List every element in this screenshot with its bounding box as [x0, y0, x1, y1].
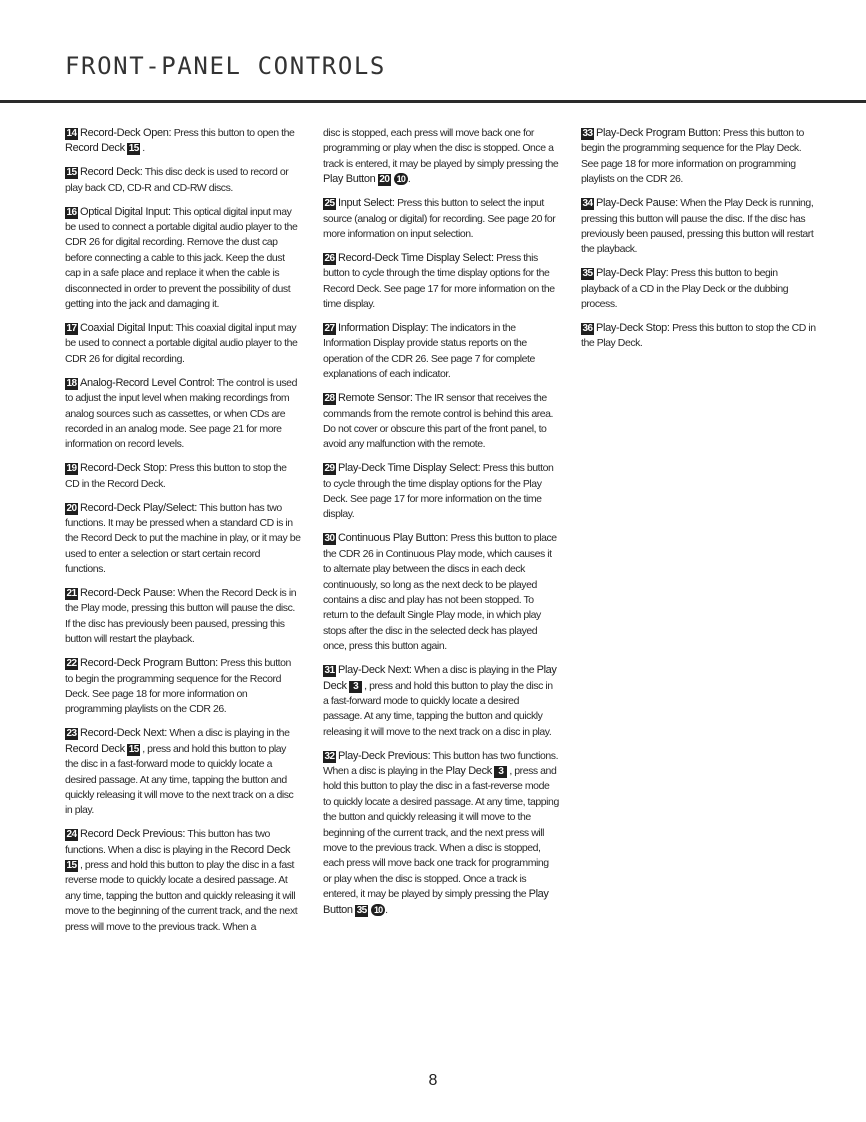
description: This optical digital input may be used to connect a portable digital audio player to the CDR 26 for digital recording. Remove the dust cap before connecting a cable to this jack. Keep the dust cap in a safe place and replace it when the cable is disconnected in order to prevent the possibility of dust getting into the jack and damaging it.	[65, 205, 298, 311]
item-number: 21	[66, 588, 77, 600]
entry-24-continued	[323, 126, 559, 188]
description: Press this button to cycle through the time display options for the Play Deck. See page 17 for more information on the time display.	[323, 462, 554, 521]
entry-29	[323, 461, 559, 523]
entry-27	[323, 321, 559, 383]
item-number: 20	[66, 502, 77, 514]
description-end: , press and hold this button to play the disc in a fast reverse mode to quickly locate a desired passage. At any time, tapping the button and quickly releasing it will move to the beginning of the current track, and the next press will move to the previous track. When a	[65, 859, 298, 933]
description: When the Record Deck is in the Play mode, pressing this button will pause the disc. If the disc has previously been paused, pressing this button will restart the playback.	[65, 587, 297, 646]
entry-35	[581, 266, 817, 312]
item-ref-number: 3	[349, 681, 362, 693]
control-name: Play-Deck Next:	[338, 664, 412, 677]
description: Press this button to begin the programming sequence for the Record Deck. See page 18 for more information on programming playlists on the CDR 26.	[65, 657, 291, 716]
item-ref-number: 20	[379, 174, 390, 186]
item-number: 29	[324, 463, 335, 475]
description: The indicators in the Information Display provide status reports on the operation of the CDR 26. See page 7 for complete explanations of each indicator.	[323, 321, 535, 381]
item-number: 24	[66, 829, 77, 841]
control-name: Play-Deck Pause:	[596, 197, 678, 210]
item-number: 22	[66, 658, 77, 670]
description: When a disc is playing in the	[166, 727, 290, 740]
control-ref-name: Record Deck	[65, 742, 125, 755]
control-name: Record-Deck Program Button:	[80, 657, 218, 670]
entry-32	[323, 749, 559, 918]
description: Press this button to stop the CD in the Play Deck.	[581, 321, 816, 350]
title-rule	[0, 100, 866, 103]
control-name: Record-Deck Stop:	[80, 462, 167, 475]
description: The control is used to adjust the input level when making recordings from analog sources such as cassettes, or when CDs are recorded in an analog mode. See page 21 for more information on record levels.	[65, 376, 297, 451]
description: This button has two functions. It may be pressed when a standard CD is in the Record Deck to put the machine in play, or it may be used to enter a selection or start certain record functions.	[65, 501, 301, 576]
control-name: Record Deck:	[80, 166, 143, 179]
item-number: 34	[582, 198, 593, 210]
item-number: 14	[66, 128, 77, 139]
entry-14	[65, 126, 301, 157]
control-name: Play-Deck Play:	[596, 267, 669, 280]
item-number: 18	[66, 377, 77, 389]
entry-30	[323, 531, 559, 654]
item-number: 17	[66, 322, 77, 334]
description: Press this button to place the CDR 26 in Continuous Play mode, which causes it to alternate play between the discs in each deck continuously, so long as the next deck to be played contains a disc and play has not been stopped. To return to the default Single Play mode, in which play stops after the disc in the selected deck has played once, press this button again.	[323, 532, 557, 653]
description-end: .	[407, 173, 411, 186]
item-number: 19	[66, 463, 77, 475]
control-name: Record-Deck Time Display Select:	[338, 251, 494, 264]
entry-18	[65, 376, 301, 453]
item-ref-number: 15	[128, 143, 139, 155]
entry-23	[65, 726, 301, 818]
page-number: 8	[428, 1072, 438, 1089]
control-ref-name: Play Deck	[445, 765, 492, 778]
control-name: Coaxial Digital Input:	[80, 321, 174, 334]
control-name: Play-Deck Time Display Select:	[338, 462, 481, 475]
item-ref-number: 3	[494, 766, 507, 778]
control-name: Play-Deck Previous:	[338, 749, 431, 762]
control-ref-name-2: Play Button	[323, 888, 549, 916]
control-name: Record-Deck Open:	[80, 127, 172, 139]
item-number: 28	[324, 393, 335, 405]
control-name: Play-Deck Stop:	[596, 321, 670, 334]
control-name: Continuous Play Button:	[338, 532, 448, 545]
description: Press this button to begin playback of a CD in the Play Deck or the dubbing process.	[581, 267, 789, 311]
entry-17	[65, 321, 301, 367]
item-number: 36	[582, 322, 593, 334]
control-ref-name: Play Button	[323, 173, 376, 186]
entry-24	[65, 827, 301, 935]
control-name: Record-Deck Next:	[80, 727, 167, 740]
item-number: 27	[324, 322, 335, 334]
control-name: Play-Deck Program Button:	[596, 127, 721, 139]
control-name: Remote Sensor:	[338, 392, 413, 405]
entry-26	[323, 251, 559, 313]
description-end: .	[385, 903, 388, 916]
description: disc is stopped, each press will move back one for programming or play when the disc is stopped. Once a track is entered, it may be played by simply pressing the	[323, 127, 559, 170]
description: This coaxial digital input may be used to connect a portable digital audio player to the CDR 26 for digital recording.	[65, 321, 298, 365]
description: When the Play Deck is running, pressing this button will pause the disc. If the disc has previously been paused, pressing this button will restart the playback.	[581, 197, 814, 256]
description: Press this button to open the	[171, 127, 295, 139]
column-3	[581, 126, 817, 360]
item-number: 26	[324, 252, 335, 264]
description: Press this button to cycle through the time display options for the Record Deck. See page 17 for more information on the time display.	[323, 251, 555, 311]
description: This button has two functions. When a disc is playing in the	[323, 749, 559, 778]
item-ref-number-2: 35	[356, 904, 367, 916]
entry-36	[581, 321, 817, 352]
item-number: 25	[324, 198, 335, 210]
item-ref-number: 15	[128, 743, 139, 755]
entry-15	[65, 165, 301, 196]
column-1	[65, 126, 301, 944]
description-end: .	[142, 142, 145, 155]
item-number: 16	[66, 206, 77, 218]
description: Press this button to begin the programming sequence for the Play Deck. See page 18 for more information on programming playlists on the CDR 26.	[581, 127, 804, 186]
description-end: , press and hold this button to play the disc in a fast-forward mode to quickly locate a desired passage. At any time, tapping the button and quickly releasing it will move to the next track on a disc in play.	[65, 742, 294, 817]
entry-22	[65, 656, 301, 718]
control-name: Optical Digital Input:	[80, 205, 171, 218]
description: This button has two functions. When a disc is playing in the	[65, 828, 270, 856]
item-number: 32	[324, 750, 335, 762]
control-name: Analog-Record Level Control:	[80, 376, 215, 389]
control-name: Input Select:	[338, 197, 395, 210]
entry-34	[581, 196, 817, 258]
item-number: 31	[324, 665, 335, 677]
control-name: Record-Deck Play/Select:	[80, 501, 197, 514]
item-number: 35	[582, 268, 593, 280]
entry-28	[323, 391, 559, 453]
control-ref-name: Record Deck	[65, 142, 125, 155]
description: The IR sensor that receives the commands from the remote control is behind this area. Do not cover or obscure this part of the front panel, to avoid any malfunction with the remote.	[323, 392, 554, 451]
description: When a disc is playing in the	[411, 664, 537, 677]
description-middle: , press and hold this button to play the disc in a fast-reverse mode to quickly locate a desired passage. At any time, tapping the button and quickly releasing it will move to the beginning of the current track, and the next press will move to the previous track. When a disc is stopped, each press will move back one track for programming or play when the disc is stopped. Once a track is entered, it may be played by simply pressing the	[323, 765, 559, 901]
entry-19	[65, 461, 301, 492]
control-name: Record-Deck Pause:	[80, 587, 176, 600]
entry-33	[581, 126, 817, 188]
column-2	[323, 126, 559, 927]
remote-ref-number: 10	[394, 173, 408, 185]
description: This disc deck is used to record or play back CD, CD-R and CD-RW discs.	[65, 166, 289, 194]
item-number: 15	[66, 167, 77, 179]
entry-25	[323, 196, 559, 242]
entry-31	[323, 663, 559, 740]
description: Press this button to select the input source (analog or digital) for recording. See page 20 for more information on input selection.	[323, 197, 556, 240]
item-number: 33	[582, 128, 593, 139]
entry-20	[65, 501, 301, 578]
item-ref-number: 15	[66, 860, 77, 872]
item-number: 30	[324, 533, 335, 545]
remote-ref-number: 10	[371, 904, 385, 916]
entry-16	[65, 205, 301, 313]
item-number: 23	[66, 728, 77, 740]
page-title: FRONT-PANEL CONTROLS	[65, 52, 386, 80]
description: Press this button to stop the CD in the Record Deck.	[65, 462, 287, 490]
entry-21	[65, 586, 301, 648]
control-ref-name: Play Deck	[323, 664, 557, 692]
control-name: Record Deck Previous:	[80, 828, 186, 841]
description-end: , press and hold this button to play the disc in a fast-forward mode to quickly locate a desired passage. At any time, tapping the button and quickly releasing it will move to the next track on a disc in play.	[323, 679, 553, 738]
control-ref-name: Record Deck	[230, 843, 291, 856]
control-name: Information Display:	[338, 321, 429, 334]
